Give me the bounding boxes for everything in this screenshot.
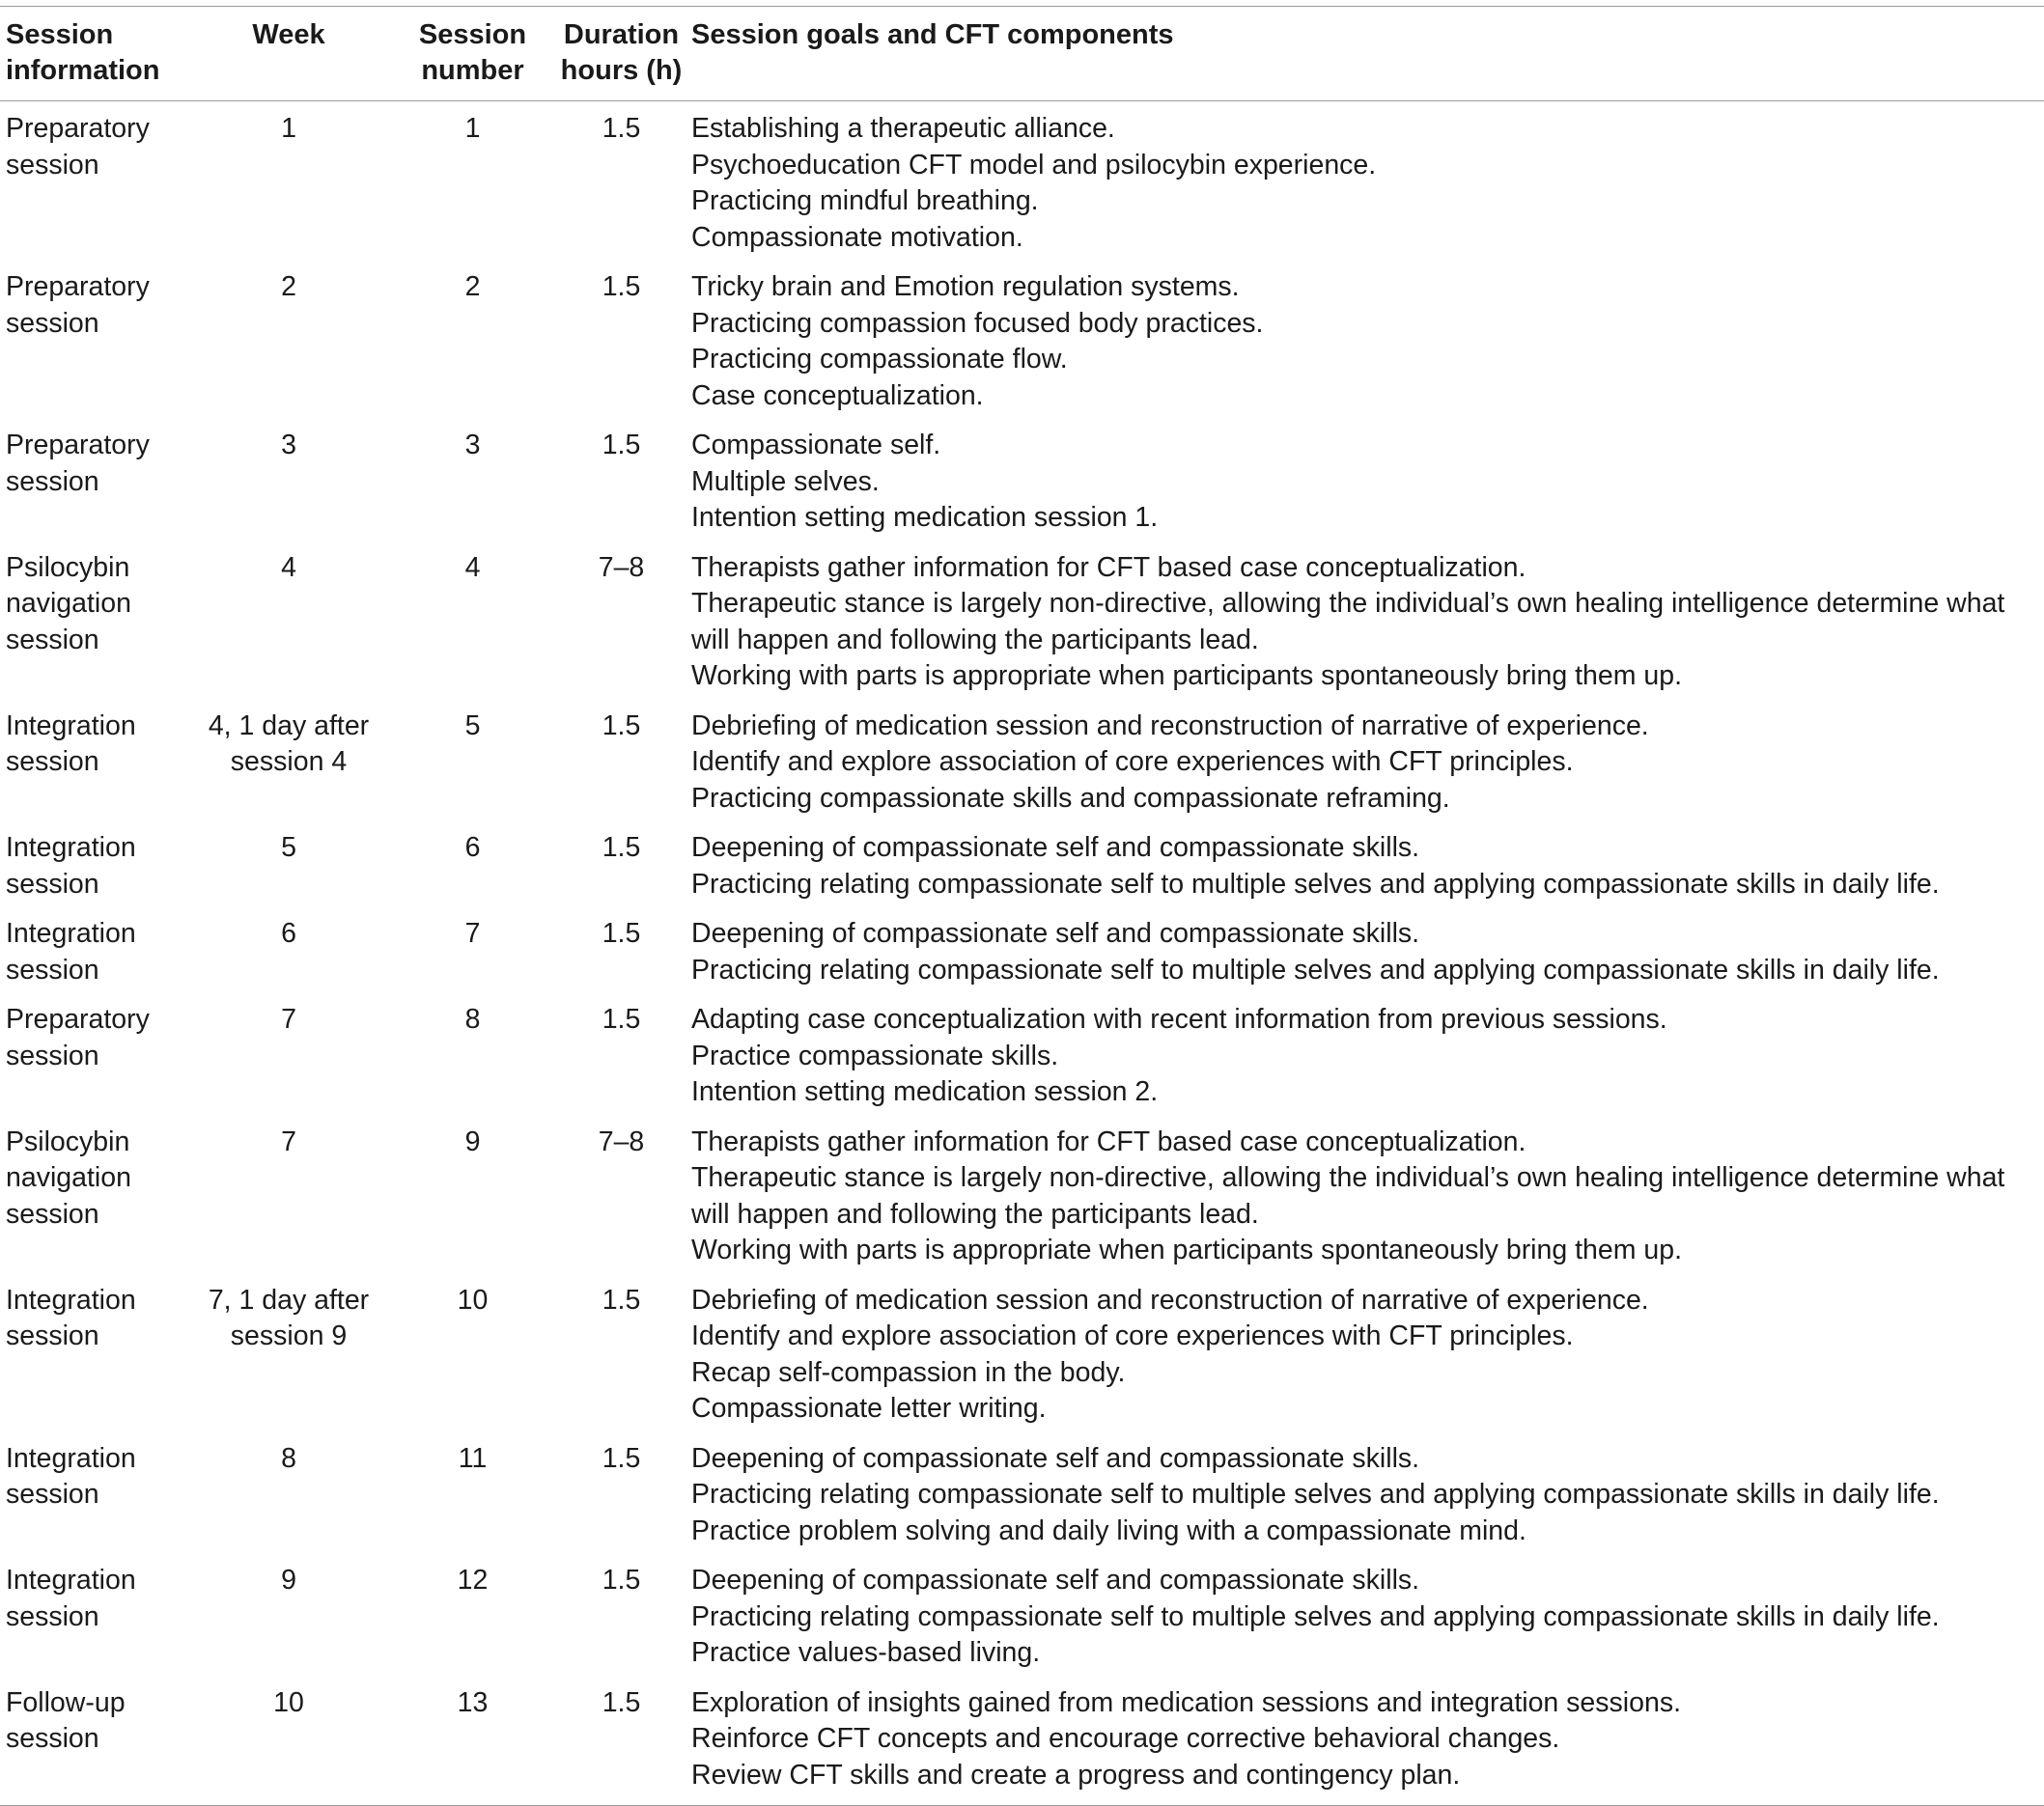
session-information-cell: Psilocybin navigation session <box>6 1125 131 1230</box>
duration-cell: 1.5 <box>602 832 641 863</box>
session-number-cell: 13 <box>394 1676 551 1806</box>
goal-line: Tricky brain and Emotion regulation systems. <box>691 271 1240 302</box>
session-information-cell: Integration session <box>6 1565 136 1632</box>
table-row <box>0 699 2044 821</box>
duration-cell: 1.5 <box>602 1004 641 1035</box>
goal-line: Working with parts is appropriate when participants spontaneously bring them up. <box>691 660 1683 691</box>
goals-cell <box>691 101 2044 261</box>
session-number-cell: 1 <box>464 113 481 144</box>
goal-line: Deepening of compassionate self and compassionate skills. <box>691 1565 1420 1596</box>
session-number-cell: 5 <box>464 709 481 741</box>
session-table-container <box>0 6 2044 1806</box>
goals-cell <box>691 1431 2044 1554</box>
session-information-cell: Preparatory session <box>6 1004 150 1071</box>
header-week: Week <box>183 7 394 101</box>
goal-line: Practice values-based living. <box>691 1637 1041 1668</box>
goal-line: Practicing relating compassionate self to multiple selves and applying compassionate skills in daily life. <box>691 1479 1940 1510</box>
goals-cell <box>691 1115 2044 1273</box>
duration-cell: 1.5 <box>602 430 641 460</box>
table-row <box>0 1273 2044 1431</box>
session-information-cell: Integration session <box>6 1442 136 1510</box>
goal-line: Deepening of compassionate self and compassionate skills. <box>691 1442 1420 1474</box>
goals-cell <box>691 541 2044 699</box>
table-body <box>0 101 2044 1806</box>
session-information-cell: Preparatory session <box>6 271 150 339</box>
table-row <box>0 906 2044 992</box>
goal-line: Therapeutic stance is largely non-directive, allowing the individual’s own healing intelligence determine what will happen and following the participants lead. <box>691 588 2005 655</box>
goal-line: Multiple selves. <box>691 465 880 497</box>
goals-cell <box>691 418 2044 541</box>
session-information-cell: Preparatory session <box>6 113 150 181</box>
goal-line: Establishing a therapeutic alliance. <box>691 113 1115 144</box>
goal-line: Practicing compassionate skills and compassionate reframing. <box>691 782 1450 814</box>
header-duration: Duration hours (h) <box>551 7 691 101</box>
week-cell: 9 <box>281 1565 296 1596</box>
table-row <box>0 101 2044 261</box>
goal-line: Therapists gather information for CFT based case conceptualization. <box>691 551 1526 583</box>
table-row <box>0 541 2044 699</box>
goal-line: Reinforce CFT concepts and encourage corrective behavioral changes. <box>691 1723 1560 1754</box>
week-cell: 10 <box>183 1676 394 1806</box>
session-number-cell: 12 <box>457 1565 489 1596</box>
table-row <box>0 992 2044 1115</box>
duration-cell: 1.5 <box>602 1284 641 1316</box>
table-header <box>0 7 2044 101</box>
goal-line: Deepening of compassionate self and compassionate skills. <box>691 918 1420 949</box>
session-information-cell: Integration session <box>6 709 136 777</box>
session-number-cell: 8 <box>464 1004 481 1035</box>
goals-cell <box>691 992 2044 1115</box>
goal-line: Case conceptualization. <box>691 379 984 411</box>
session-information-cell: Preparatory session <box>6 430 150 497</box>
goal-line: Debriefing of medication session and reconstruction of narrative of experience. <box>691 1284 1649 1316</box>
table-row <box>0 260 2044 418</box>
week-cell: 5 <box>281 832 296 863</box>
goals-cell <box>691 1676 2044 1806</box>
goal-line: Working with parts is appropriate when participants spontaneously bring them up. <box>691 1235 1683 1265</box>
duration-cell: 1.5 <box>551 1676 691 1806</box>
goals-cell <box>691 906 2044 992</box>
week-cell: 6 <box>281 918 296 949</box>
goals-cell <box>691 820 2044 906</box>
goal-line: Therapists gather information for CFT based case conceptualization. <box>691 1125 1526 1157</box>
week-cell: 2 <box>281 271 296 302</box>
goals-cell <box>691 260 2044 418</box>
goal-line: Debriefing of medication session and reconstruction of narrative of experience. <box>691 709 1649 741</box>
session-number-cell: 6 <box>464 832 481 863</box>
session-number-cell: 7 <box>464 918 481 949</box>
header-goals: Session goals and CFT components <box>691 7 2044 101</box>
week-cell: 4, 1 day after session 4 <box>208 709 370 777</box>
goal-line: Practice problem solving and daily living with a compassionate mind. <box>691 1514 1526 1546</box>
week-cell: 4 <box>281 551 296 583</box>
goal-line: Identify and explore association of core experiences with CFT principles. <box>691 1320 1574 1351</box>
goals-cell <box>691 1273 2044 1431</box>
week-cell: 1 <box>281 113 296 144</box>
goal-line: Practicing relating compassionate self to multiple selves and applying compassionate skills in daily life. <box>691 868 1940 900</box>
session-number-cell: 3 <box>464 430 481 460</box>
session-information-cell: Integration session <box>6 1284 136 1351</box>
goal-line: Practicing compassion focused body practices. <box>691 307 1264 339</box>
session-number-cell: 4 <box>464 551 481 583</box>
goal-line: Deepening of compassionate self and compassionate skills. <box>691 832 1420 863</box>
goal-line: Practicing compassionate flow. <box>691 344 1068 375</box>
duration-cell: 7–8 <box>598 1125 645 1157</box>
goal-line: Recap self-compassion in the body. <box>691 1356 1126 1388</box>
week-cell: 7 <box>281 1004 296 1035</box>
duration-cell: 1.5 <box>602 918 641 949</box>
goal-line: Intention setting medication session 2. <box>691 1076 1159 1107</box>
session-number-cell: 11 <box>458 1442 488 1474</box>
goal-line: Practice compassionate skills. <box>691 1040 1059 1071</box>
goals-cell <box>691 1553 2044 1676</box>
goal-line: Adapting case conceptualization with recent information from previous sessions. <box>691 1004 1667 1035</box>
goal-line: Compassionate motivation. <box>691 221 1023 253</box>
session-information-cell: Integration session <box>6 832 136 900</box>
session-table <box>0 6 2044 1806</box>
session-information-cell: Psilocybin navigation session <box>6 551 131 655</box>
duration-cell: 7–8 <box>598 551 645 583</box>
goal-line: Intention setting medication session 1. <box>691 502 1159 533</box>
goal-line: Exploration of insights gained from medication sessions and integration sessions. <box>691 1686 1681 1718</box>
table-row <box>0 418 2044 541</box>
goal-line: Compassionate letter writing. <box>691 1393 1047 1424</box>
goal-line: Review CFT skills and create a progress and contingency plan. <box>691 1759 1461 1791</box>
header-session-number: Session number <box>394 7 551 101</box>
goal-line: Psychoeducation CFT model and psilocybin experience. <box>691 149 1377 181</box>
duration-cell: 1.5 <box>602 113 641 144</box>
duration-cell: 1.5 <box>602 1565 641 1596</box>
goal-line: Practicing mindful breathing. <box>691 185 1039 216</box>
duration-cell: 1.5 <box>602 1442 641 1474</box>
goals-cell <box>691 699 2044 821</box>
goal-line: Compassionate self. <box>691 430 941 460</box>
table-row <box>0 820 2044 906</box>
header-row <box>0 7 2044 101</box>
duration-cell: 1.5 <box>602 709 641 741</box>
goal-line: Therapeutic stance is largely non-directive, allowing the individual’s own healing intelligence determine what will happen and following the participants lead. <box>691 1162 2005 1230</box>
goal-line: Practicing relating compassionate self to multiple selves and applying compassionate skills in daily life. <box>691 1600 1940 1632</box>
session-information-cell: Follow-up session <box>0 1676 183 1806</box>
session-number-cell: 2 <box>464 271 481 302</box>
goal-line: Practicing relating compassionate self to multiple selves and applying compassionate skills in daily life. <box>691 954 1940 986</box>
session-information-cell: Integration session <box>6 918 136 986</box>
table-row <box>0 1115 2044 1273</box>
week-cell: 7 <box>281 1125 296 1157</box>
duration-cell: 1.5 <box>602 271 641 302</box>
table-row <box>0 1431 2044 1554</box>
table-row <box>0 1553 2044 1676</box>
week-cell: 8 <box>281 1442 296 1474</box>
header-session-information: Session information <box>0 7 183 101</box>
session-number-cell: 10 <box>457 1284 489 1316</box>
goal-line: Identify and explore association of core experiences with CFT principles. <box>691 746 1574 777</box>
week-cell: 3 <box>281 430 296 460</box>
session-number-cell: 9 <box>464 1125 481 1157</box>
week-cell: 7, 1 day after session 9 <box>208 1284 370 1351</box>
table-row <box>0 1676 2044 1806</box>
